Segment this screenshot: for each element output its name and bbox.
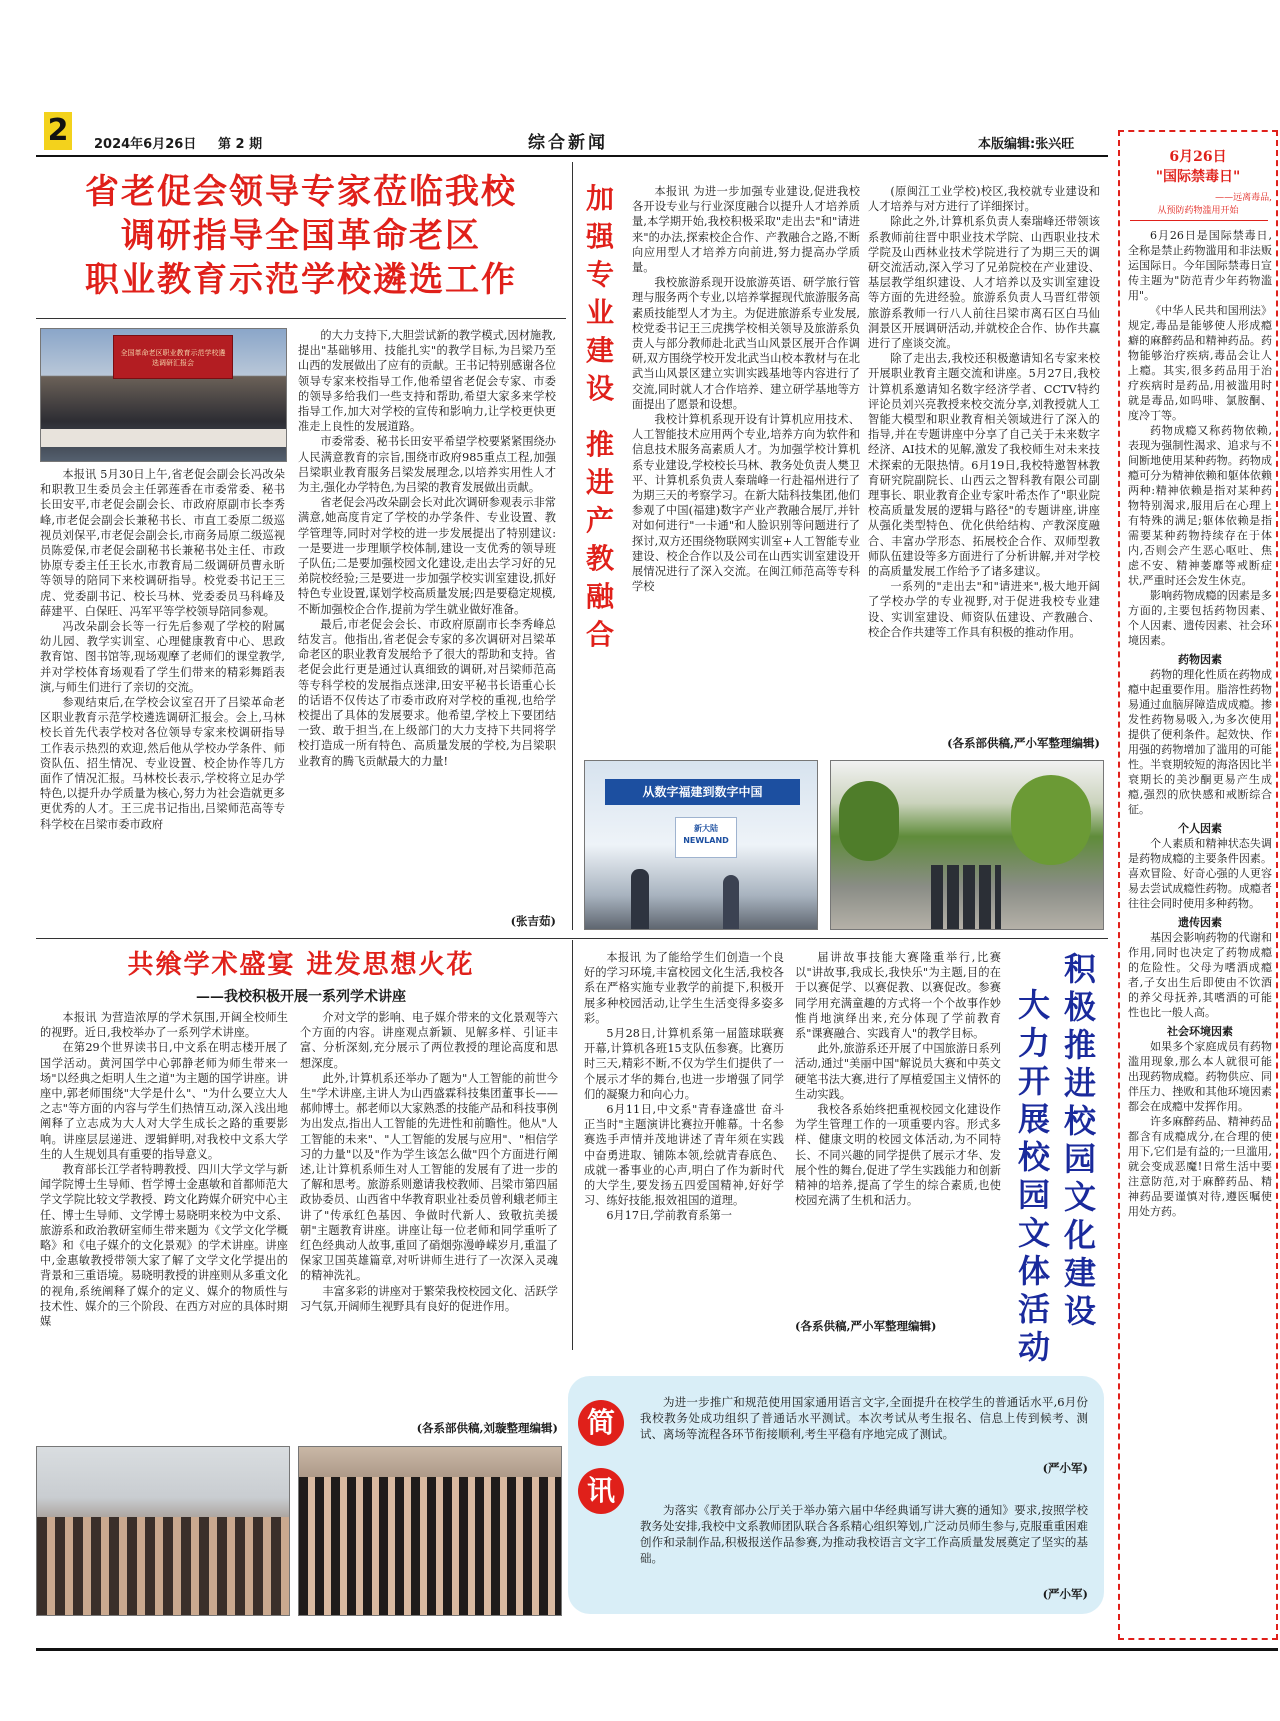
article4-col1: 本报讯 为了能给学生们创造一个良好的学习环境,丰富校园文化生活,我校各系在严格实施专业教学的前提下,积极开展多种校园活动,让学生生活变得多姿多彩。 5月28日,计算机系第一届篮球联赛开幕,计算机各班15支队伍参赛。比赛历时三天,精彩不断,不仅为学生们提供了一个展示才华的舞台,也进一步增强了同学们的凝聚力和向心力。 6月11日,中文系"青春逢盛世 奋斗正当时"主题演讲比赛拉开帷幕。十名参赛选手声情并茂地讲述了青年须在实践中奋勇进取、铺陈本领,绘就青春底色、成就一番事业的心声,明白了作为新时代的大学生,要发扬五四爱国精神,好好学习、练好技能,报效祖国的道理。 6月17日,学前教育系第一 (584, 951, 784, 1223)
article2-col1: 本报讯 为进一步加强专业建设,促进我校各开设专业与行业深度融合以提升人才培养质量,本学期开始,我校积极采取"走出去"和"请进来"的办法,探索校企合作、产教融合之路,不断向应用型人才培养方向前进,努力提高办学质量。 我校旅游系现开设旅游英语、研学旅行管理与服务两个专业,以培养掌握现代旅游服务高素质技能型人才为主。为促进旅游系专业发展,校党委书记王三虎携学校相关领导及旅游系负责人与部分教师赴北武当山风景区展开合作调研,双方围绕学校开发北武当山校本教材与在北武当山风景区建立实训实践基地等内容进行了交流,同时就人才合作培养、建立研学基地等方面提出了愿景和设想。 我校计算机系现开设有计算机应用技术、人工智能技术应用两个专业,培养方向为软件和信息技术服务高素质人才。为加强学校计算机系专业建设,学校校长马林、教务处负责人樊卫平、计算机系负责人秦瑞峰一行赴福州进行了为期三天的考察学习。在新大陆科技集团,他们参观了中国(福建)数字产业产教融合展厅,并针对如何进行"一卡通"和人脸识别等问题进行了探讨,双方还围绕物联网实训室+人工智能专业建设、校企合作以及公司在山西实训室建设开展情况进行了深入交流。在闽江师范高等专科学校 (632, 185, 860, 594)
col-divider-2 (572, 940, 573, 1350)
sidebar-date-title: 6月26日 (1169, 149, 1227, 165)
article2-title-char: 加 (585, 182, 614, 215)
article4-title-col1: 积 极 推 进 校 园 文 化 建 设 (1063, 950, 1096, 1330)
article2-campus-visit-photo (830, 760, 1104, 930)
sidebar-slogan-line1: ——远离毒品, (1215, 193, 1272, 203)
article2-title-char: 融 (585, 580, 614, 613)
article1-meeting-photo (40, 328, 287, 462)
sidebar-heading-drug: 药物因素 (1178, 653, 1222, 666)
article1-col2: 的大力支持下,大胆尝试新的教学模式,因材施教,提出"基础够用、技能扎实"的教学目标,为吕梁乃至山西的发展做出了应有的贡献。王书记特别感谢各位领导专家来校指导工作,他希望省老促会专家、市委的领导多给我们一些支持和帮助,希望大家多来学校指导工作,加大对学校的宣传和影响力,让学校更快更准走上良性的发展道路。 市委常委、秘书长田安平希望学校要紧紧围绕办人民满意教育的宗旨,围绕市政府985重点工程,加强吕梁职业教育服务吕梁发展理念,以培养实用性人才为主,强化办学特色,为吕梁的教育发展做出贡献。 省老促会冯改朵副会长对此次调研参观表示非常满意,她高度肯定了学校的办学条件、专业设置、教学管理等,同时对学校的进一步发展提出了特别建议:一是要进一步理顺学校体制,建设一支优秀的领导班子队伍;二是要加强校园文化建设,走出去学习好的兄弟院校经验;三是要进一步加强学校实训室建设,抓好特色专业设置,谋划学校高质量发展;四是要稳定规模,不断加强校企合作,提前为学生就业做好准备。 最后,市老促会会长、市政府原副市长李秀峰总结发言。他指出,省老促会专家的多次调研对吕梁革命老区的职业教育发展给予了很大的帮助和支持。省老促会此行更是通过认真细致的调研,对吕梁师范高等专科学校的发展指点迷津,田安平秘书长语重心长的话语不仅传达了市委市政府对学校的重视,也给学校提出了具体的发展要求。他希望,学校上下要团结一致、敢于担当,在上级部门的大力支持下共同将学校打造成一所有特色、高质量发展的学校,为吕梁职业教育的腾飞贡献最大的力量! (298, 329, 556, 768)
sidebar-para-drug: 药物的理化性质在药物成瘾中起重要作用。脂溶性药物易通过血脑屏障造成成瘾。掺发性药物易吸入,为多次使用提供了便利条件。起效快、作用强的药物增加了滥用的可能性。半衰期较短的海洛因比半衰期长的美沙酮更易产生成瘾,强烈的欣快感和戒断综合征。 (1128, 668, 1272, 816)
article3-col1: 本报讯 为营造浓厚的学术氛围,开阔全校师生的视野。近日,我校举办了一系列学术讲座。 在第29个世界读书日,中文系在明志楼开展了国学活动。黄河国学中心郭静老师为师生带来一场"以经典之炬明人生之道"为主题的国学讲座。讲座中,郭老师围绕"大学是什么"、"为什么要立大人之志"等方面的内容与学生们热情互动,深入浅出地阐释了立志成为大人对大学生成长之路的重要影响。讲座层层递进、逻辑鲜明,对我校中文系大学生的人生规划具有重要的指导意义。 教育部长江学者特聘教授、四川大学文学与新闻学院博士生导师、哲学博士金惠敏和首都师范大学文学院比较文学教授、跨文化跨媒介研究中心主任、博士生导师、文学博士易晓明来校为中文系、旅游系和政治教研室师生带来题为《文学文化学概略》和《电子媒介的文化景观》的学术讲座。讲座中,金惠敏教授带领大家了解了文学文化学提出的背景和三重语境。易晓明教授的讲座则从多重文化的视角,系统阐释了媒介的定义、媒介的物质性与技术性、媒介的三个阶段、在西方对应的具体时期媒 (40, 1011, 288, 1329)
briefs-label-char-2: 讯 (578, 1468, 624, 1514)
article1-headline (36, 170, 566, 302)
meeting-banner-text: 全国革命老区职业教育示范学校遴选调研汇报会 (120, 349, 226, 367)
sidebar-slogan-line2: 从预防药物滥用开始 (1157, 206, 1239, 216)
sidebar-intro-paragraph: 影响药物成瘾的因素是多方面的,主要包括药物因素、个人因素、遗传因素、社会环境因素。 (1128, 589, 1272, 647)
sidebar-heading-personal: 个人因素 (1178, 822, 1222, 835)
article1-credit: (张吉茹) (510, 914, 556, 928)
article1-title-line1: 省老促会领导专家莅临我校 (85, 172, 517, 212)
middle-rule (36, 938, 1108, 939)
article2-title-char: 进 (585, 466, 614, 499)
article2-col2: (原闽江工业学校)校区,我校就专业建设和人才培养与对方进行了详细探讨。 除此之外,计算机系负责人秦瑞峰还带领该系教师前往晋中职业技术学院、山西职业技术学院及山西林业技术学院进行了为期三天的调研交流活动,深入学习了兄弟院校在产业建设、基层教学组织建设、人才培养以及实训室建设等方面的先进经验。旅游系负责人马晋红带领旅游系教师一行八人前往吕梁市离石区白马仙洞景区开展调研活动,并就校企合作、协作共赢进行了座谈交流。 除了走出去,我校还积极邀请知名专家来校开展职业教育主题交流和讲座。5月27日,我校计算机系邀请知名数字经济学者、CCTV特约评论员刘兴亮教授来校交流分享,刘教授就人工智能大模型和职业教育相关领域进行了深入的指导,并在专题讲座中分享了自己关于未来数字经济、AI技术的见解,激发了我校师生对未来技术探索的无限热情。6月19日,我校特邀智林教育研究院副院长、山西云之智科教有限公司副理事长、职业教育企业专家叶希杰作了"职业院校高质量发展的逻辑与路径"的专题讲座,讲座从强化类型特色、优化供给结构、产教深度融合、丰富办学形态、拓展校企合作、双师型教师队伍建设等多方面进行了分析讲解,并对学校的高质量发展工作给予了诸多建议。 一系列的"走出去"和"请进来",极大地开阔了学校办学的专业视野,对于促进我校专业建设、实训室建设、师资队伍建设、产教融合、校企合作共建等工作具有积极的推动作用。 (868, 185, 1100, 639)
sidebar-social-paragraph: 许多麻醉药品、精神药品都含有成瘾成分,在合理的使用下,它们是有益的;一旦滥用,就会变成恶魔!日常生活中要注意防范,对于麻醉药品、精神药品要谨慎对待,遵医嘱使用处方药。 (1128, 1115, 1272, 1218)
page-number: 2 (44, 112, 72, 150)
sidebar-para-personal: 个人素质和精神状态失调是药物成瘾的主要条件因素。喜欢冒险、好奇心强的人更容易去尝试成瘾性药物。成瘾者往往会同时使用多种药物。 (1128, 837, 1272, 910)
visitor-figure (631, 869, 649, 929)
article2-title-char: 设 (585, 372, 614, 405)
sidebar-intro-paragraph: 6月26日是国际禁毒日,全称是禁止药物滥用和非法贩运国际日。今年国际禁毒日宣传主题为"防范青少年药物滥用"。 (1128, 229, 1272, 302)
issue-number: 第 2 期 (218, 137, 263, 152)
brief-item-2-text: 为落实《教育部办公厅关于举办第六届中华经典诵写讲大赛的通知》要求,按照学校教务处安排,我校中文系教师团队联合各系精心组织筹划,广泛动员师生参与,克服重重困难创作和录制作品,积极报送作品参赛,为推动我校语言文字工作高质量发展奠定了坚实的基础。 (640, 1503, 1088, 1565)
article1-col1: 本报讯 5月30日上午,省老促会副会长冯改朵和职教卫生委员会主任郭莲香在市委常委、秘书长田安平,市老促会副会长、市政府原副市长李秀峰,市老促会副会长兼秘书长、市直工委原二级巡视员刘保平,市老促会副会长,市商务局原二级巡视员陈爱保,市老促会副秘书长兼秘书处主任、市政协原专委主任王长水,市教育局二级调研员曹永昕等领导的陪同下来校调研指导。校党委书记王三虎、党委副书记、校长马林、党委委员马科峰及薛建平、白保旺、冯军平等学校领导陪同参观。 冯改朵副会长等一行先后参观了学校的附属幼儿园、教学实训室、心理健康教育中心、思政教育馆、图书馆等,现场观摩了老师们的课堂教学,并对学校体育场观看了学生们带来的精彩舞蹈表演,与师生们进行了亲切的交流。 参观结束后,在学校会议室召开了吕梁革命老区职业教育示范学校遴选调研汇报会。会上,马林校长首先代表学校对各位领导专家来校调研指导工作表示热烈的欢迎,然后他从学校办学条件、师资队伍、招生情况、专业设置、校企协作等几方面作了情况汇报。马林校长表示,学校将立足办学特色,以提升办学质量为核心,努力为社会造就更多更优秀的人才。王三虎书记指出,吕梁师范高等专科学校在吕梁市委市政府 (40, 468, 285, 831)
audience-crowd (299, 1477, 561, 1615)
sidebar-para-social (1128, 1039, 1272, 1219)
sidebar-body (1128, 228, 1272, 1628)
sidebar-intro-paragraph: 《中华人民共和国刑法》规定,毒品是能够使人形成瘾癖的麻醉药品和精神药品。药物能够治疗疾病,毒品会让人上瘾。其实,很多药品用于治疗疾病时是药品,用被滥用时就是毒品,如吗啡、氯胺酮、度冷丁等。 (1128, 304, 1272, 422)
article2-title-char: 产 (585, 504, 614, 537)
visiting-group (931, 865, 1001, 929)
exhibition-banner: 从数字福建到数字中国 (605, 779, 800, 805)
audience-rows (37, 1517, 289, 1615)
article3-audience-photo (298, 1446, 562, 1616)
article4-credit: (各系供稿,严小军整理编辑) (795, 1319, 937, 1333)
article2-title-char: 教 (585, 542, 614, 575)
article1-title-line2: 调研指导全国革命老区 (121, 216, 481, 256)
section-title: 综合新闻 (528, 133, 608, 153)
brief-item-2-credit: (严小军) (1042, 1587, 1088, 1601)
visitor-figure (723, 875, 739, 929)
article2-title-char: 强 (585, 220, 614, 253)
article2-title-char: 合 (585, 618, 614, 651)
meeting-table (41, 429, 286, 447)
sidebar-heading-genetic: 遗传因素 (1178, 916, 1222, 929)
brief-item-1-text: 为进一步推广和规范使用国家通用语言文字,全面提升在校学生的普通话水平,6月份我校教务处成功组织了普通话水平测试。本次考试从考生报名、信息上传到候考、测试、离场等流程各环节衔接顺利,考生平稳有序地完成了测试。 (640, 1395, 1088, 1441)
brief-item-1 (640, 1394, 1088, 1456)
article4-col2: 届讲故事技能大赛隆重举行,比赛以"讲故事,我成长,我快乐"为主题,目的在于以赛促学、以赛促教、以赛促改。参赛同学用充满童趣的方式将一个个故事作妙惟肖地演绎出来,充分体现了学前教育系"课赛融合、实践育人"的教学目标。 此外,旅游系还开展了中国旅游日系列活动,通过"美丽中国"解说员大赛和中英文硬笔书法大赛,进行了厚植爱国主义情怀的生动实践。 我校各系始终把重视校园文化建设作为学生管理工作的一项重要内容。形式多样、健康文明的校园文体活动,为不同特长、不同兴趣的同学提供了展示才华、发展个性的舞台,促进了学生实践能力和创新精神的培养,提高了学生的综合素质,也使校园充满了生机和活力。 (795, 951, 1001, 1208)
article2-exhibition-photo (584, 760, 818, 930)
sidebar-social-paragraph: 如果多个家庭成员有药物滥用现象,那么本人就很可能出现药物成瘾。药物供应、同伴压力、挫败和其他环境因素都会在成瘾中发挥作用。 (1128, 1040, 1272, 1113)
article3-title: 共飨学术盛宴 进发思想火花 (127, 950, 475, 980)
header-rule (36, 155, 1108, 157)
article1-rule (36, 318, 566, 319)
article2-title-char: 专 (585, 258, 614, 291)
article2-vertical-headline (582, 180, 620, 654)
article3-subtitle: ——我校积极开展一系列学术讲座 (196, 989, 406, 1005)
article2-credit: (各系部供稿,严小军整理编辑) (947, 736, 1100, 750)
article2-title-char: 业 (585, 296, 614, 329)
article3-credit: (各系部供稿,刘璇整理编辑) (416, 1421, 558, 1435)
article4-title-col2: 大 力 开 展 校 园 文 体 活 动 (1017, 986, 1050, 1366)
sidebar-event-title: "国际禁毒日" (1155, 169, 1241, 185)
meeting-banner-screen (113, 335, 233, 379)
article4-vertical-headline (1012, 950, 1102, 1366)
sidebar-intro (1128, 228, 1272, 648)
sidebar-heading-social: 社会环境因素 (1167, 1025, 1233, 1038)
sidebar-para-genetic: 基因会影响药物的代谢和作用,同时也决定了药物成瘾的危险性。父母为嗜酒成瘾者,子女出生后即使由不饮酒的养父母抚养,其嗜酒的可能性也比一般人高。 (1128, 931, 1272, 1019)
page-editor: 本版编辑:张兴旺 (978, 137, 1075, 152)
sidebar-rule (1130, 220, 1268, 221)
sidebar-intro-paragraph: 药物成瘾又称药物依赖,表现为强制性渴求、追求与不间断地使用某种药物。药物成瘾可分为精神依赖和躯体依赖两种:精神依赖是指对某种药物特别渴求,服用后在心理上有特殊的满足;躯体依赖是指需要某种药物持续存在于体内,否则会产生恶心呕吐、焦虑不安、精神萎靡等戒断症状,严重时还会发生休克。 (1128, 424, 1272, 587)
tree (839, 781, 899, 861)
footer-rule (36, 1648, 1278, 1651)
briefs-label-char-1: 简 (578, 1400, 624, 1446)
article1-title-line3: 职业教育示范学校遴选工作 (85, 260, 517, 300)
brief-item-2 (640, 1502, 1088, 1582)
tree (1011, 775, 1091, 865)
newland-logo: 新大陆 NEWLAND (675, 817, 737, 858)
brief-item-1-credit: (严小军) (1042, 1461, 1088, 1475)
issue-date: 2024年6月26日 (94, 137, 197, 152)
article3-lecture-hall-photo (36, 1446, 290, 1616)
article3-col2: 介对文学的影响、电子媒介带来的文化景观等六个方面的内容。讲座观点新颖、见解多样、引证丰富、分析深刻,充分展示了两位教授的理论高度和思想深度。 此外,计算机系还举办了题为"人工智能的前世今生"学术讲座,主讲人为山西盛霖科技集团董事长——郝帅博士。郝老师以大家熟悉的技能产品和科技事例为出发点,指出人工智能的先进性和前瞻性。他从"人工智能的未来"、"人工智能的发展与应用"、"相信学习的力量"以及"作为学生该怎么做"四个方面进行阐述,让计算机系师生对人工智能的发展有了进一步的了解和思考。旅游系则邀请我校教师、吕梁市第四届政协委员、山西省中华教育职业社委员曾利蛾老师主讲了"传承红色基因、争做时代新人、致敬抗美援朝"主题教育讲座。讲座让每一位老师和同学重听了红色经典动人故事,重回了硝烟弥漫峥嵘岁月,重温了保家卫国英雄篇章,对听讲师生进行了一次深入灵魂的精神洗礼。 丰富多彩的讲座对于繁荣我校校园文化、活跃学习气氛,开阔师生视野具有良好的促进作用。 (300, 1011, 558, 1313)
article2-title-char: 建 (585, 334, 614, 367)
col-divider-1 (572, 162, 573, 930)
article2-title-char: 推 (585, 428, 614, 461)
